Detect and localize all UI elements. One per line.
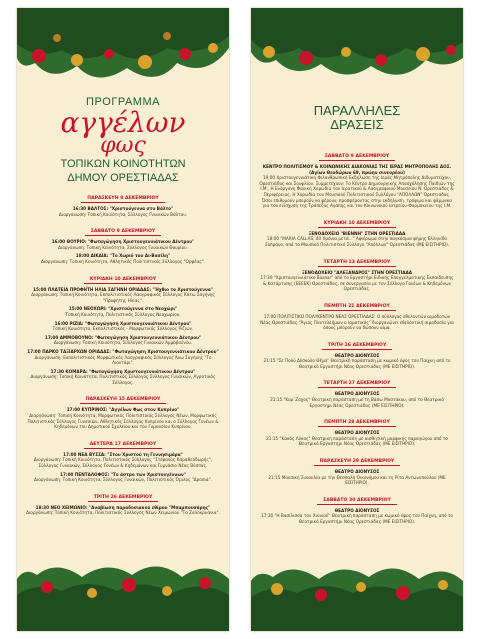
program-title: ΠΡΟΓΡΑΜΜΑ (86, 96, 160, 108)
event-title: ΘΕΑΤΡΟ ΔΙΟΝΥΣΟΣ (334, 352, 380, 358)
event-title: 15:00 ΠΛΑΤΕΙΑ ΠΡΟΦΗΤΗ ΗΛΙΑ ΣΑΓΗΝΗ ΟΡΙΑΔΑΣ: "Ήχθιο το Χριστούγεννα" (33, 286, 213, 292)
event-description: Διοργάνωση: Τοπική Κοινότητα, Σύλλογος Γυναικών Αμμοβούνου. (53, 340, 193, 346)
logo-angels-light (25, 106, 221, 158)
event-description: Διοργάνωση: Τοπική Κοινότητα, Εκπολιτιστικός Λαογραφικός Σύλλογος Κάτω Σαγήνης "Προφήτης Ηλίας". (31, 292, 215, 303)
event-item (25, 287, 221, 304)
parallel-title (259, 104, 455, 132)
parallel-title-line1: ΠΑΡΑΛΛΗΛΕΣ (313, 103, 401, 118)
program-subtitle-1: ΤΟΠΙΚΩΝ ΚΟΙΝΟΤΗΤΩΝ (60, 158, 186, 170)
event-description: Διοργάνωση: Τοπική Κοινότητα, Σύλλογος Γυναικών, Πολιτιστικός Όμιλος "Δροσιά". (34, 477, 212, 483)
event-item (25, 472, 221, 483)
event-description: 18:00 "MARIA CALLAS, 40 Χρόνια μετά..." Αφιέρωμα στην παγκόσμια φήμης Ελληνίδα Σοπράνο, από το Μουσικό Πολιτιστικό Σύλλογο "Απόλλων" Ορεστιάδας (ΜΕ ΕΙΣΙΤΗΡΙΟ). (264, 236, 450, 247)
day-header: ΣΑΒΒΑΤΟ 9 ΔΕΚΕΜΒΡΙΟΥ (85, 229, 161, 236)
event-title: ΘΕΑΤΡΟ ΔΙΟΝΥΣΟΣ (334, 469, 380, 475)
parallel-content (259, 96, 455, 525)
event-description: Διοργάνωση: Τοπική Κοινότητα, Αθλητικός Πολιτιστικός Σύλλογος "Ορφέας". (41, 258, 205, 264)
day-block (25, 265, 221, 386)
day-block (259, 248, 455, 292)
program-schedule (25, 184, 221, 516)
program-subtitle-2: ΔΗΜΟΥ ΟΡΕΣΤΙΑΔΑΣ (67, 172, 179, 184)
garland-bottom-decoration (17, 559, 229, 631)
parallel-title-line2: ΔΡΑΣΕΙΣ (330, 117, 384, 132)
event-item (259, 353, 455, 370)
event-title: ΞΕΝΟΔΟΧΕΙΟ "ΑΛΕΞΑΝΔΡΟΣ" ΣΤΗΝ ΟΡΕΣΤΙΑΔΑ (302, 269, 412, 275)
event-item (25, 306, 221, 317)
event-description: 21:15 Μουσική Συναυλία με την Θεσσαλή Οικονόμου και τη Ρίτα Αντωνοπούλου (ΜΕ ΕΙΣΙΤΗΡΙΟ). (268, 474, 446, 486)
event-title: 17:00 ΠΕΝΤΑΛΟΦΟΣ: "Το άστρο των Χριστουγέννων" (60, 471, 186, 477)
event-description: Τοπική Κοινότητα, Πολιτιστικός Σύλλογος Νεοχωρίου. (65, 311, 181, 317)
event-item (25, 321, 221, 332)
event-item (25, 505, 221, 516)
event-description: Τοπική Κοινότητα, Εκπολιτιστικός - Μορφωτικός Σύλλογος Ριζιών. (52, 326, 194, 332)
day-block (259, 408, 455, 447)
event-title: 15:00 ΝΕΟΧΩΡΙ: "Χριστούγεννα στο Νεοχώρι" (68, 306, 178, 312)
day-header: ΠΑΡΑΣΚΕΥΗ 29 ΔΕΚΕΜΒΡΙΟΥ (314, 459, 401, 466)
event-item (25, 349, 221, 366)
garland-bottom-decoration (251, 559, 463, 631)
event-item (259, 231, 455, 248)
day-block (259, 331, 455, 370)
event-title: 17:00 ΑΜΜΟΒΟΥΝΟ: "Φωταγώγηση Χριστουγεννιάτικου Δέντρου" (44, 334, 202, 340)
event-description: Διοργάνωση: Τοπική Κοινότητα, Μορφωτικός Πολιτιστικός Σύλλογος Νέων, Μορφωτικός Πολιτιστικός Σύλλογος Γυναικών, Αθλητικός Σύλλογος Κυπρίνου και ο Σύλλογος Γονέων & Κηδεμόνων του Δημοτικού Σχολείου και του Γυμνασίου Κυπρίνου. (27, 413, 219, 430)
program-content (25, 96, 221, 516)
day-header: ΤΕΤΑΡΤΗ 13 ΔΕΚΕΜΒΡΙΟΥ (318, 260, 397, 267)
garland-top-decoration (251, 8, 463, 86)
event-item (259, 430, 455, 447)
event-description: 17:30 "Χριστουγεννιάτικο Bazaar" από το Εργαστήρι Ειδικής Επαγγελματικής Εκπαίδευσης & Κατάρτισης (ΕΕΕΕΚ) Ορεστιάδας, σε συνεργασία με τον Σύλλογο Γονέων & Κηδεμόνων Ορεστιάδας. (260, 275, 454, 292)
event-item (25, 369, 221, 386)
event-description: 17:30 "Η Βασίλισσα του Χιονιού" Θεατρική παράσταση με κωμικό ύφος του Παίχνη, από το Θεατρικό Εργαστήρι Νέας Ορεστιάδας (ΜΕ ΕΙΣΙΤΗΡΙΟ). (261, 513, 453, 524)
day-block (259, 209, 455, 248)
day-block (259, 142, 455, 209)
day-block (259, 447, 455, 486)
event-title: 17:00 ΠΑΡΚΟ ΤΑΞΙΑΡΧΩΝ ΟΡΙΑΔΑΣ: "Φωταγώγηση Χριστουγεννιάτικου Δέντρου" (27, 348, 219, 354)
event-description: 21:15 "Σε Πολύ Δύσκολο Θέμα" Θεατρική παράσταση με κωμικό ύφος του Παίχνη από το Θεατρικό Εργαστήρι Νέας Ορεστιάδας (ΜΕ ΕΙΣΙΤΗΡΙΟ). (263, 358, 451, 369)
event-item (259, 391, 455, 408)
event-title: 16:00 ΡΙΖΙΑ: "Φωταγώγηση Χριστουγεννιάτικου Δέντρου" (54, 320, 192, 326)
event-item (25, 452, 221, 469)
day-header: ΠΕΜΠΤΗ 21 ΔΕΚΕΜΒΡΙΟΥ (318, 304, 396, 311)
logo-line1: αγγέλων (60, 106, 186, 139)
garland-top-decoration (17, 8, 229, 86)
day-header: ΔΕΥΤΕΡΑ 17 ΔΕΚΕΜΒΡΙΟΥ (84, 442, 163, 449)
logo-line2: φως (100, 133, 146, 158)
event-item (25, 239, 221, 250)
program-panel (17, 8, 229, 631)
day-header: ΣΑΒΒΑΤΟ 9 ΔΕΚΕΜΒΡΙΟΥ (319, 154, 395, 161)
day-block (25, 430, 221, 483)
event-title: 16:00 ΘΟΥΡΙΟ: "Φωταγώγηση Χριστουγεννιάτικου Δέντρου" (51, 239, 195, 245)
event-description: 21:15 "Κακός Λύκος" Θεατρική παράσταση με αισθητική μορφικής παραγώγου από το Θεατρικό Εργαστήρι Νέας Ορεστιάδας (ΜΕ ΕΙΣΙΤΗΡΙΟ). (266, 435, 448, 447)
event-description: Διοργάνωση: Τοπική Κοινότητα, Σύλλογος Γυναικών Θουρίου. (58, 244, 188, 250)
day-header: ΠΕΜΠΤΗ 28 ΔΕΚΕΜΒΡΙΟΥ (318, 420, 396, 427)
day-block (25, 184, 221, 217)
event-title: ΚΕΝΤΡΟ ΠΟΛΙΤΙΣΜΟΥ & ΚΟΙΝΩΝΙΚΗΣ ΔΙΑΚΟΝΙΑΣ ΤΗΣ ΙΕΡΑΣ ΜΗΤΡΟΠΟΛΗΣ ΔΟΣ. (Αγίων Θεοδώρων 69, πρώην σινεορέου) (262, 164, 452, 175)
event-item (259, 270, 455, 292)
event-description: Διοργάνωση: Τοπική Κοινότητα, Πολιτιστικός Σύλλογος Νέων Χειμωνίου "Το Ζαλοκρυάνια". (26, 510, 220, 516)
event-item (259, 164, 455, 209)
event-item (25, 253, 221, 264)
day-header: ΠΑΡΑΣΚΕΥΗ 15 ΔΕΚΕΜΒΡΙΟΥ (80, 397, 167, 404)
day-header: ΤΡΙΤΗ 26 ΔΕΚΕΜΒΡΙΟΥ (88, 495, 159, 502)
day-block (25, 217, 221, 264)
day-block (259, 292, 455, 331)
event-title: ΘΕΑΤΡΟ ΔΙΟΝΥΣΟΣ (334, 430, 380, 436)
event-title: 18:30 ΝΕΟ ΧΕΙΜΩΝΙΟ: "Αναβίωση παραδοσιακού εθίμου "Μπαμπουσάρης" (35, 504, 211, 510)
event-title: 17:00 ΚΥΠΡΙΝΟΣ: "Αγγέλων Φως στον Κυπρίνο" (66, 407, 180, 413)
event-description: Διοργάνωση: Τοπική Κοινότητα, Σύλλογος Γυναικών Βάλτου. (58, 211, 188, 217)
event-item (259, 314, 455, 331)
day-header: ΤΡΙΤΗ 26 ΔΕΚΕΜΒΡΙΟΥ (322, 343, 393, 350)
event-description: 17:00 ΠΟΛΙΤΙΣΤΙΚΟ ΠΟΛΥΚΕΝΤΡΟ ΝΕΑΣ ΟΡΕΣΤΙΑΔΑΣ: Ο σύλλογος εθελοντών αιμοδοτών Νέας Ορεστιάδας "Άγιος Παντελεήμων ο Ιαματικός" διοργανώνει εθελοντική αιμοδοσία για όσους μπορούν να δώσουν αίμα. (260, 313, 454, 331)
event-description: 19:00 Χριστουγεννιάτικη Φιλανθρωπική Εκδήλωση της Ιεράς Μητρόπολης Διδυμοτείχου, Ορεστιάδος και Σουφλίου. Συμμετέχουν: Το Κέντρο Δημιουργικής Απασχόλησης Παιδιών της Ι.Μ., Η Ενόργανη Φανική Χορωδία του Ιερατικού & Λαογραφικού Μουσείου Ν. Ορεστιάδος & Περιφέρειας, Η Χορωδία του Μουσικού Πολιτιστικού Συλλόγου "ΑΠΟΛΛΩΝ" Ορεστιάδας. Όσοι επιθυμούν μπορούν να φέρουν, προσφέροντας στην εκδήλωση, τρόφιμα και φάρμακα για τον ενίσχυση της Τράπεζας Αγάπης και του Κοινωνικού Ιατρείου-Φαρμακείου της Ι.Μ. (259, 175, 455, 209)
day-header: ΚΥΡΙΑΚΗ 10 ΔΕΚΕΜΒΡΙΟΥ (318, 221, 396, 228)
event-item (25, 407, 221, 429)
day-header: ΠΑΡΑΣΚΕΥΗ 8 ΔΕΚΕΜΒΡΙΟΥ (81, 196, 165, 203)
event-item (259, 508, 455, 525)
event-title: 17:00 ΝΕΑ ΒΥΣΣΑ: "Στου Χριστού τη Γεννησιμάρα" (63, 451, 183, 457)
event-title: 16:30 ΒΑΛΤΟΣ: "Χριστούγεννα στο Βάλτο" (72, 206, 174, 211)
event-item (259, 469, 455, 486)
event-item (25, 206, 221, 217)
day-header: ΚΥΡΙΑΚΗ 10 ΔΕΚΕΜΒΡΙΟΥ (84, 277, 162, 284)
event-description: Διοργάνωση: Τοπική Κοινότητα, Πολιτιστικός Σύλλογος "Στέφανος Καραθεοδωρής", Σύλλογος Γυναικών, Σύλλογος Γονέων & Κηδεμόνων και Γυμνάσιο Νέας Βύσσας. (33, 457, 213, 469)
event-title: 18:00 ΔΙΚΑΙΑ: "Το Χωριό του Αι-Βασίλη" (75, 253, 171, 259)
day-header: ΤΕΤΑΡΤΗ 27 ΔΕΚΕΜΒΡΙΟΥ (318, 381, 397, 388)
event-description: 21:15 "Κυρ΄Ζαχος" Θεατρική παράσταση με τη Βάσω Μοστάκου, από το Θεατρικό Εργαστήρι Νέας Ορεστιάδας (ΜΕ ΕΙΣΙΤΗΡΙΟ). (270, 397, 444, 408)
event-title: 17:30 ΚΟΜΑΡΑ: "Φωταγώγηση Χριστουγεννιάτικου Δέντρου" (50, 368, 196, 374)
event-title: ΞΕΝΟΔΟΧΕΙΟ "ΒΙΕΝΝΗ" ΣΤΗΝ ΟΡΕΣΤΙΑΔΑ (308, 230, 406, 236)
event-title: ΘΕΑΤΡΟ ΔΙΟΝΥΣΟΣ (334, 391, 380, 397)
event-description: Διοργάνωση: Εκπολιτιστικός Μορφωτικός Λαογραφικός Σύλλογος Άνω Σαγήνης "Το Λιοντάρι". (34, 354, 212, 366)
event-item (25, 335, 221, 346)
day-block (25, 385, 221, 429)
event-title: ΘΕΑΤΡΟ ΔΙΟΝΥΣΟΣ (334, 507, 380, 513)
event-description: Διοργάνωση: Τοπική Κοινότητα, Πολιτιστικός Σύλλογος Σύλλογος Γυναικών, Αγροτικός Σύλλογος. (30, 374, 216, 385)
day-block (259, 369, 455, 408)
day-block (259, 486, 455, 525)
day-block (25, 483, 221, 516)
parallel-schedule (259, 142, 455, 525)
parallel-actions-panel (251, 8, 463, 631)
day-header: ΣΑΒΒΑΤΟ 30 ΔΕΚΕΜΒΡΙΟΥ (317, 498, 397, 505)
